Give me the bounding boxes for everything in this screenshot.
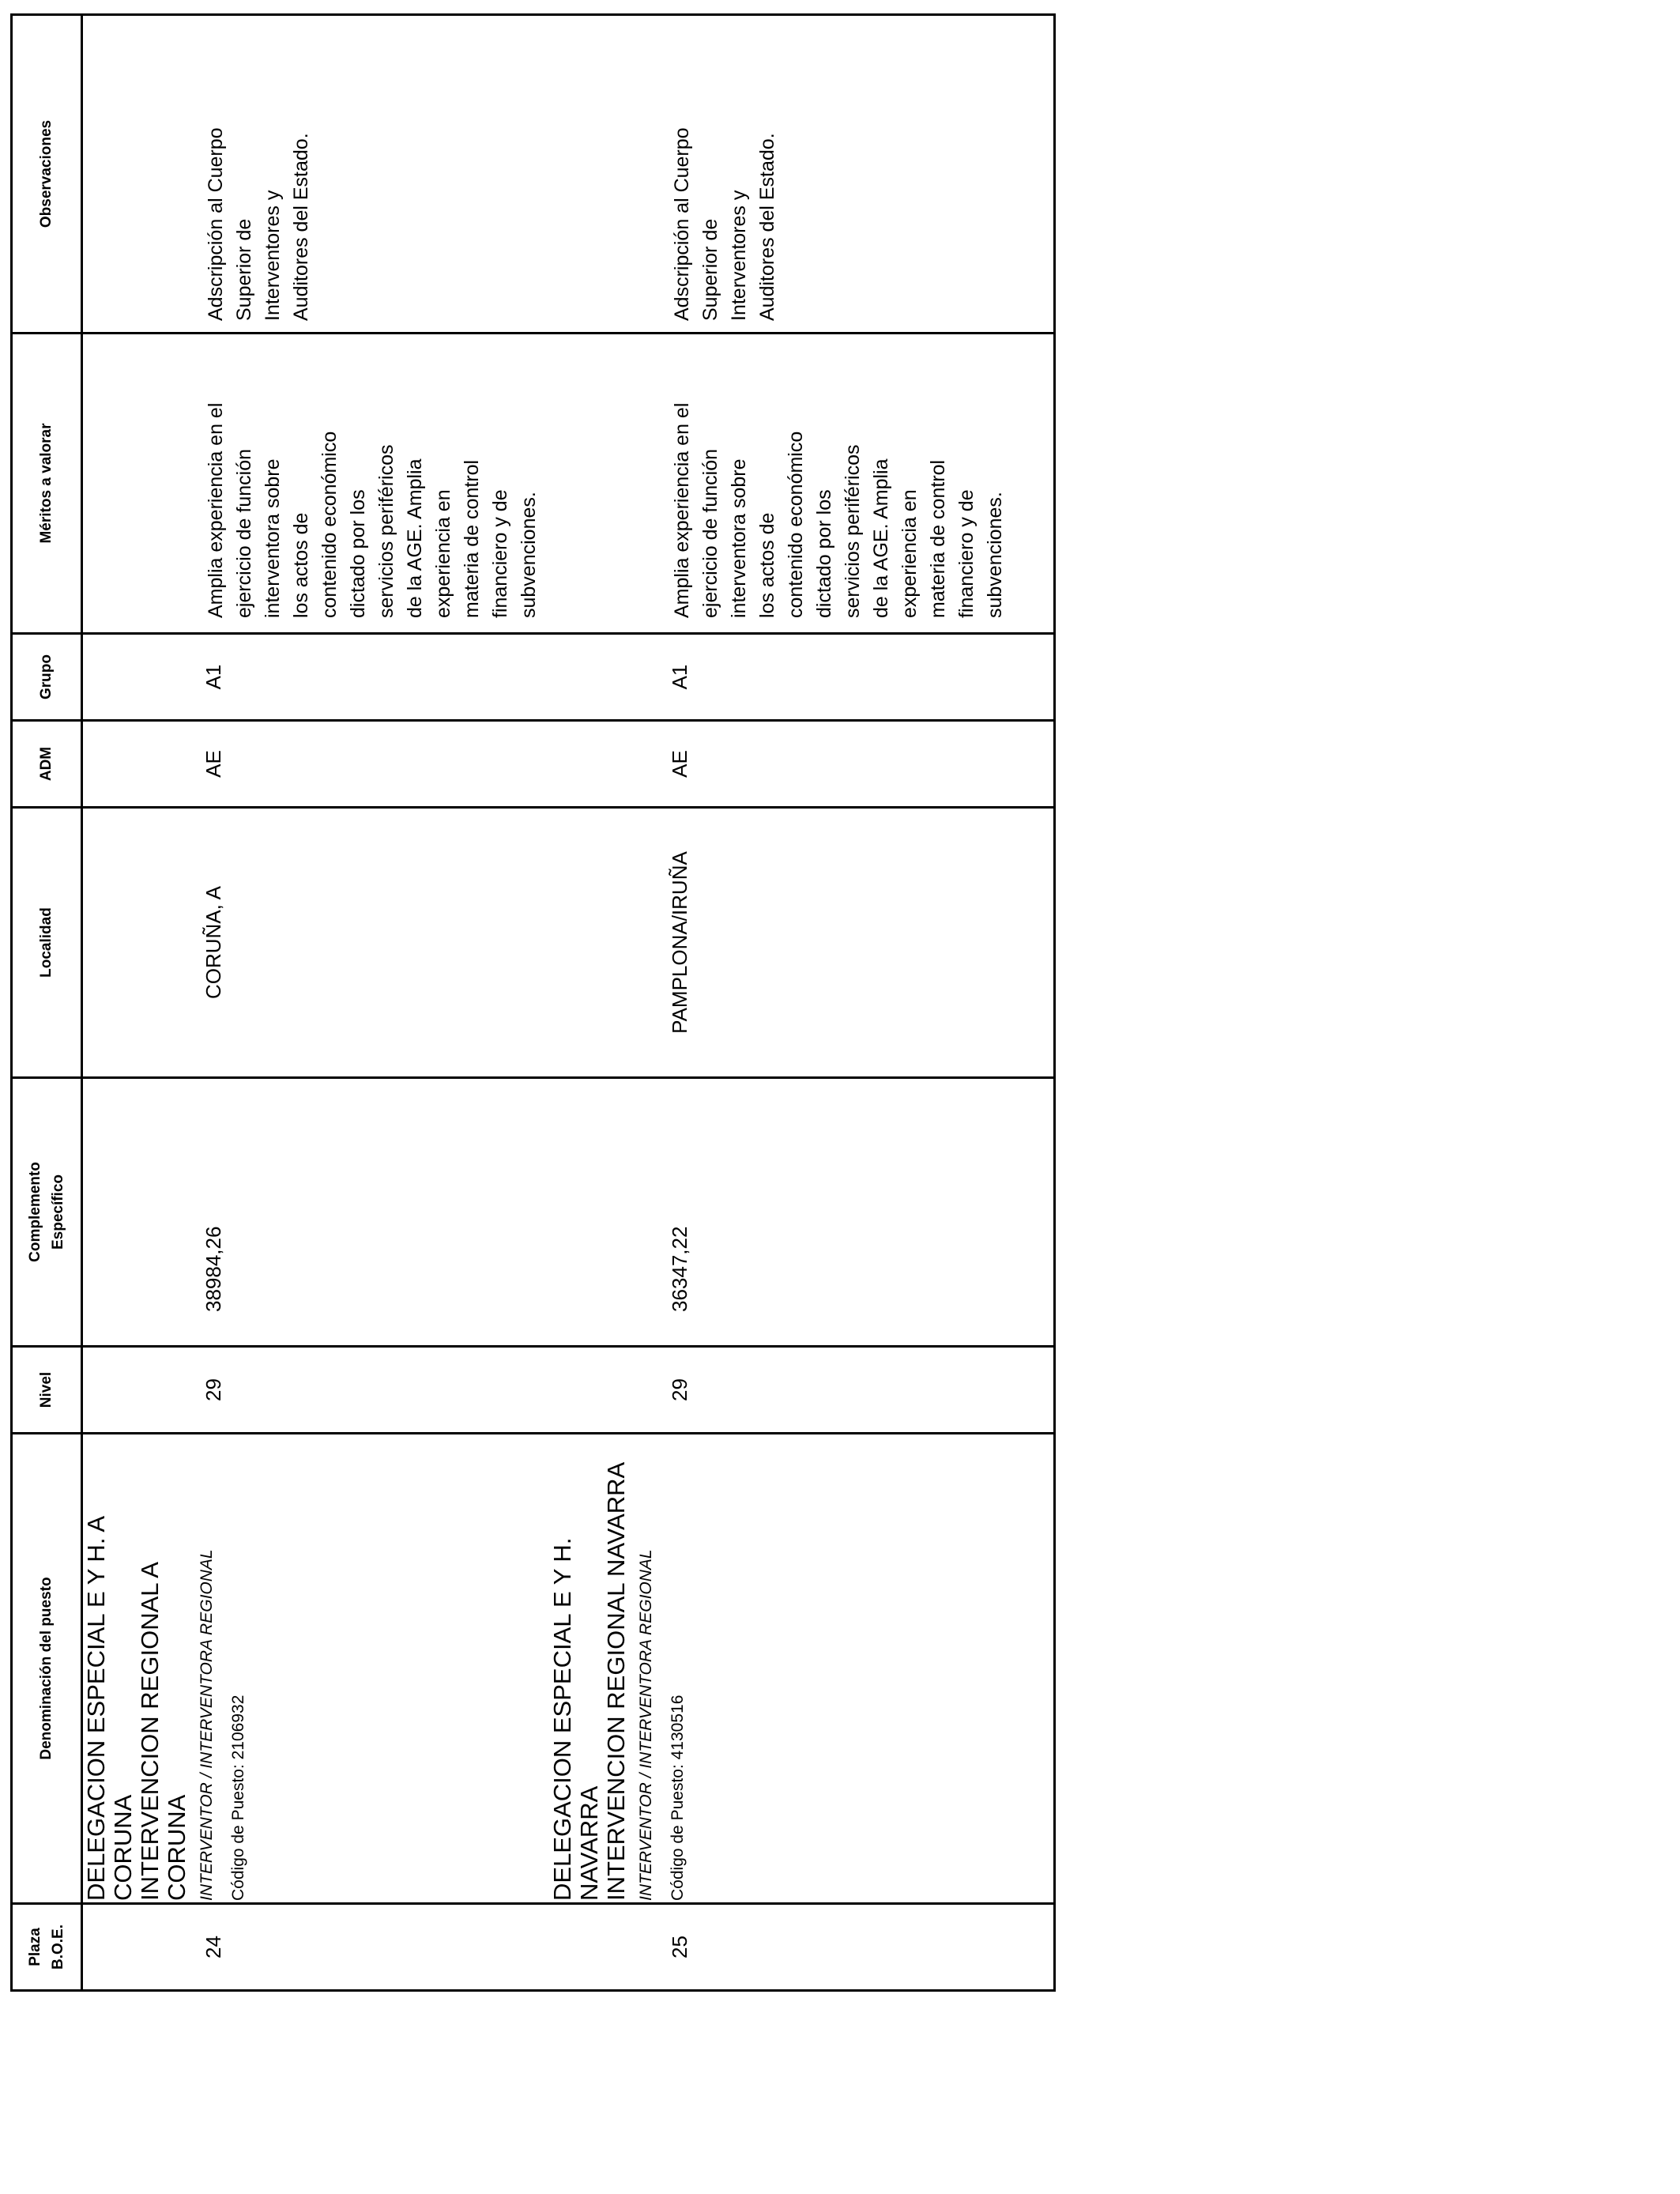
complemento-cell: 38984,26 xyxy=(82,1078,550,1347)
header-nivel: Nivel xyxy=(12,1347,82,1434)
localidad-cell: CORUÑA, A xyxy=(82,808,550,1078)
meritos-cell: Amplia experiencia en el ejercicio de función interventora sobre los actos de contenido económico dictado por los servicios periféricos de la AGE. Amplia experiencia en materia de control financiero y de subvenciones. xyxy=(549,334,1055,634)
job-code: Código de Puesto: 2106932 xyxy=(229,1695,247,1901)
header-localidad: Localidad xyxy=(12,808,82,1078)
vacancy-table xyxy=(10,13,1056,1992)
grupo-cell: A1 xyxy=(82,634,550,721)
observaciones-cell: Adscripción al Cuerpo Superior de Interventores y Auditores del Estado. xyxy=(82,15,550,334)
denominacion-cell xyxy=(549,1434,1055,1904)
job-title: INTERVENTOR / INTERVENTORA REGIONAL xyxy=(637,1549,655,1901)
header-complemento: Complemento Específico xyxy=(12,1078,82,1347)
nivel-cell: 29 xyxy=(549,1347,1055,1434)
adm-cell: AE xyxy=(549,721,1055,808)
header-grupo: Grupo xyxy=(12,634,82,721)
org-name: DELEGACION ESPECIAL E Y H. A CORUNA INTERVENCION REGIONAL A CORUNA xyxy=(82,1515,190,1901)
table-row xyxy=(549,15,1055,1991)
grupo-cell: A1 xyxy=(549,634,1055,721)
denominacion-cell xyxy=(82,1434,550,1904)
org-name: DELEGACION ESPECIAL E Y H. NAVARRA INTERVENCION REGIONAL NAVARRA xyxy=(548,1461,630,1901)
plaza-cell: 24 xyxy=(82,1904,550,1991)
header-meritos: Méritos a valorar xyxy=(12,334,82,634)
localidad-cell: PAMPLONA/IRUÑA xyxy=(549,808,1055,1078)
header-adm: ADM xyxy=(12,721,82,808)
plaza-cell: 25 xyxy=(549,1904,1055,1991)
header-row xyxy=(12,15,82,1991)
meritos-cell: Amplia experiencia en el ejercicio de función interventora sobre los actos de contenido económico dictado por los servicios periféricos de la AGE. Amplia experiencia en materia de control financiero y de subvenciones. xyxy=(82,334,550,634)
header-observaciones: Observaciones xyxy=(12,15,82,334)
rotated-page xyxy=(10,16,1053,1992)
complemento-cell: 36347,22 xyxy=(549,1078,1055,1347)
nivel-cell: 29 xyxy=(82,1347,550,1434)
job-code: Código de Puesto: 4130516 xyxy=(669,1695,687,1901)
adm-cell: AE xyxy=(82,721,550,808)
header-denominacion: Denominación del puesto xyxy=(12,1434,82,1904)
job-title: INTERVENTOR / INTERVENTORA REGIONAL xyxy=(198,1549,216,1901)
observaciones-cell: Adscripción al Cuerpo Superior de Interventores y Auditores del Estado. xyxy=(549,15,1055,334)
table-row xyxy=(82,15,550,1991)
header-plaza: Plaza B.O.E. xyxy=(12,1904,82,1991)
